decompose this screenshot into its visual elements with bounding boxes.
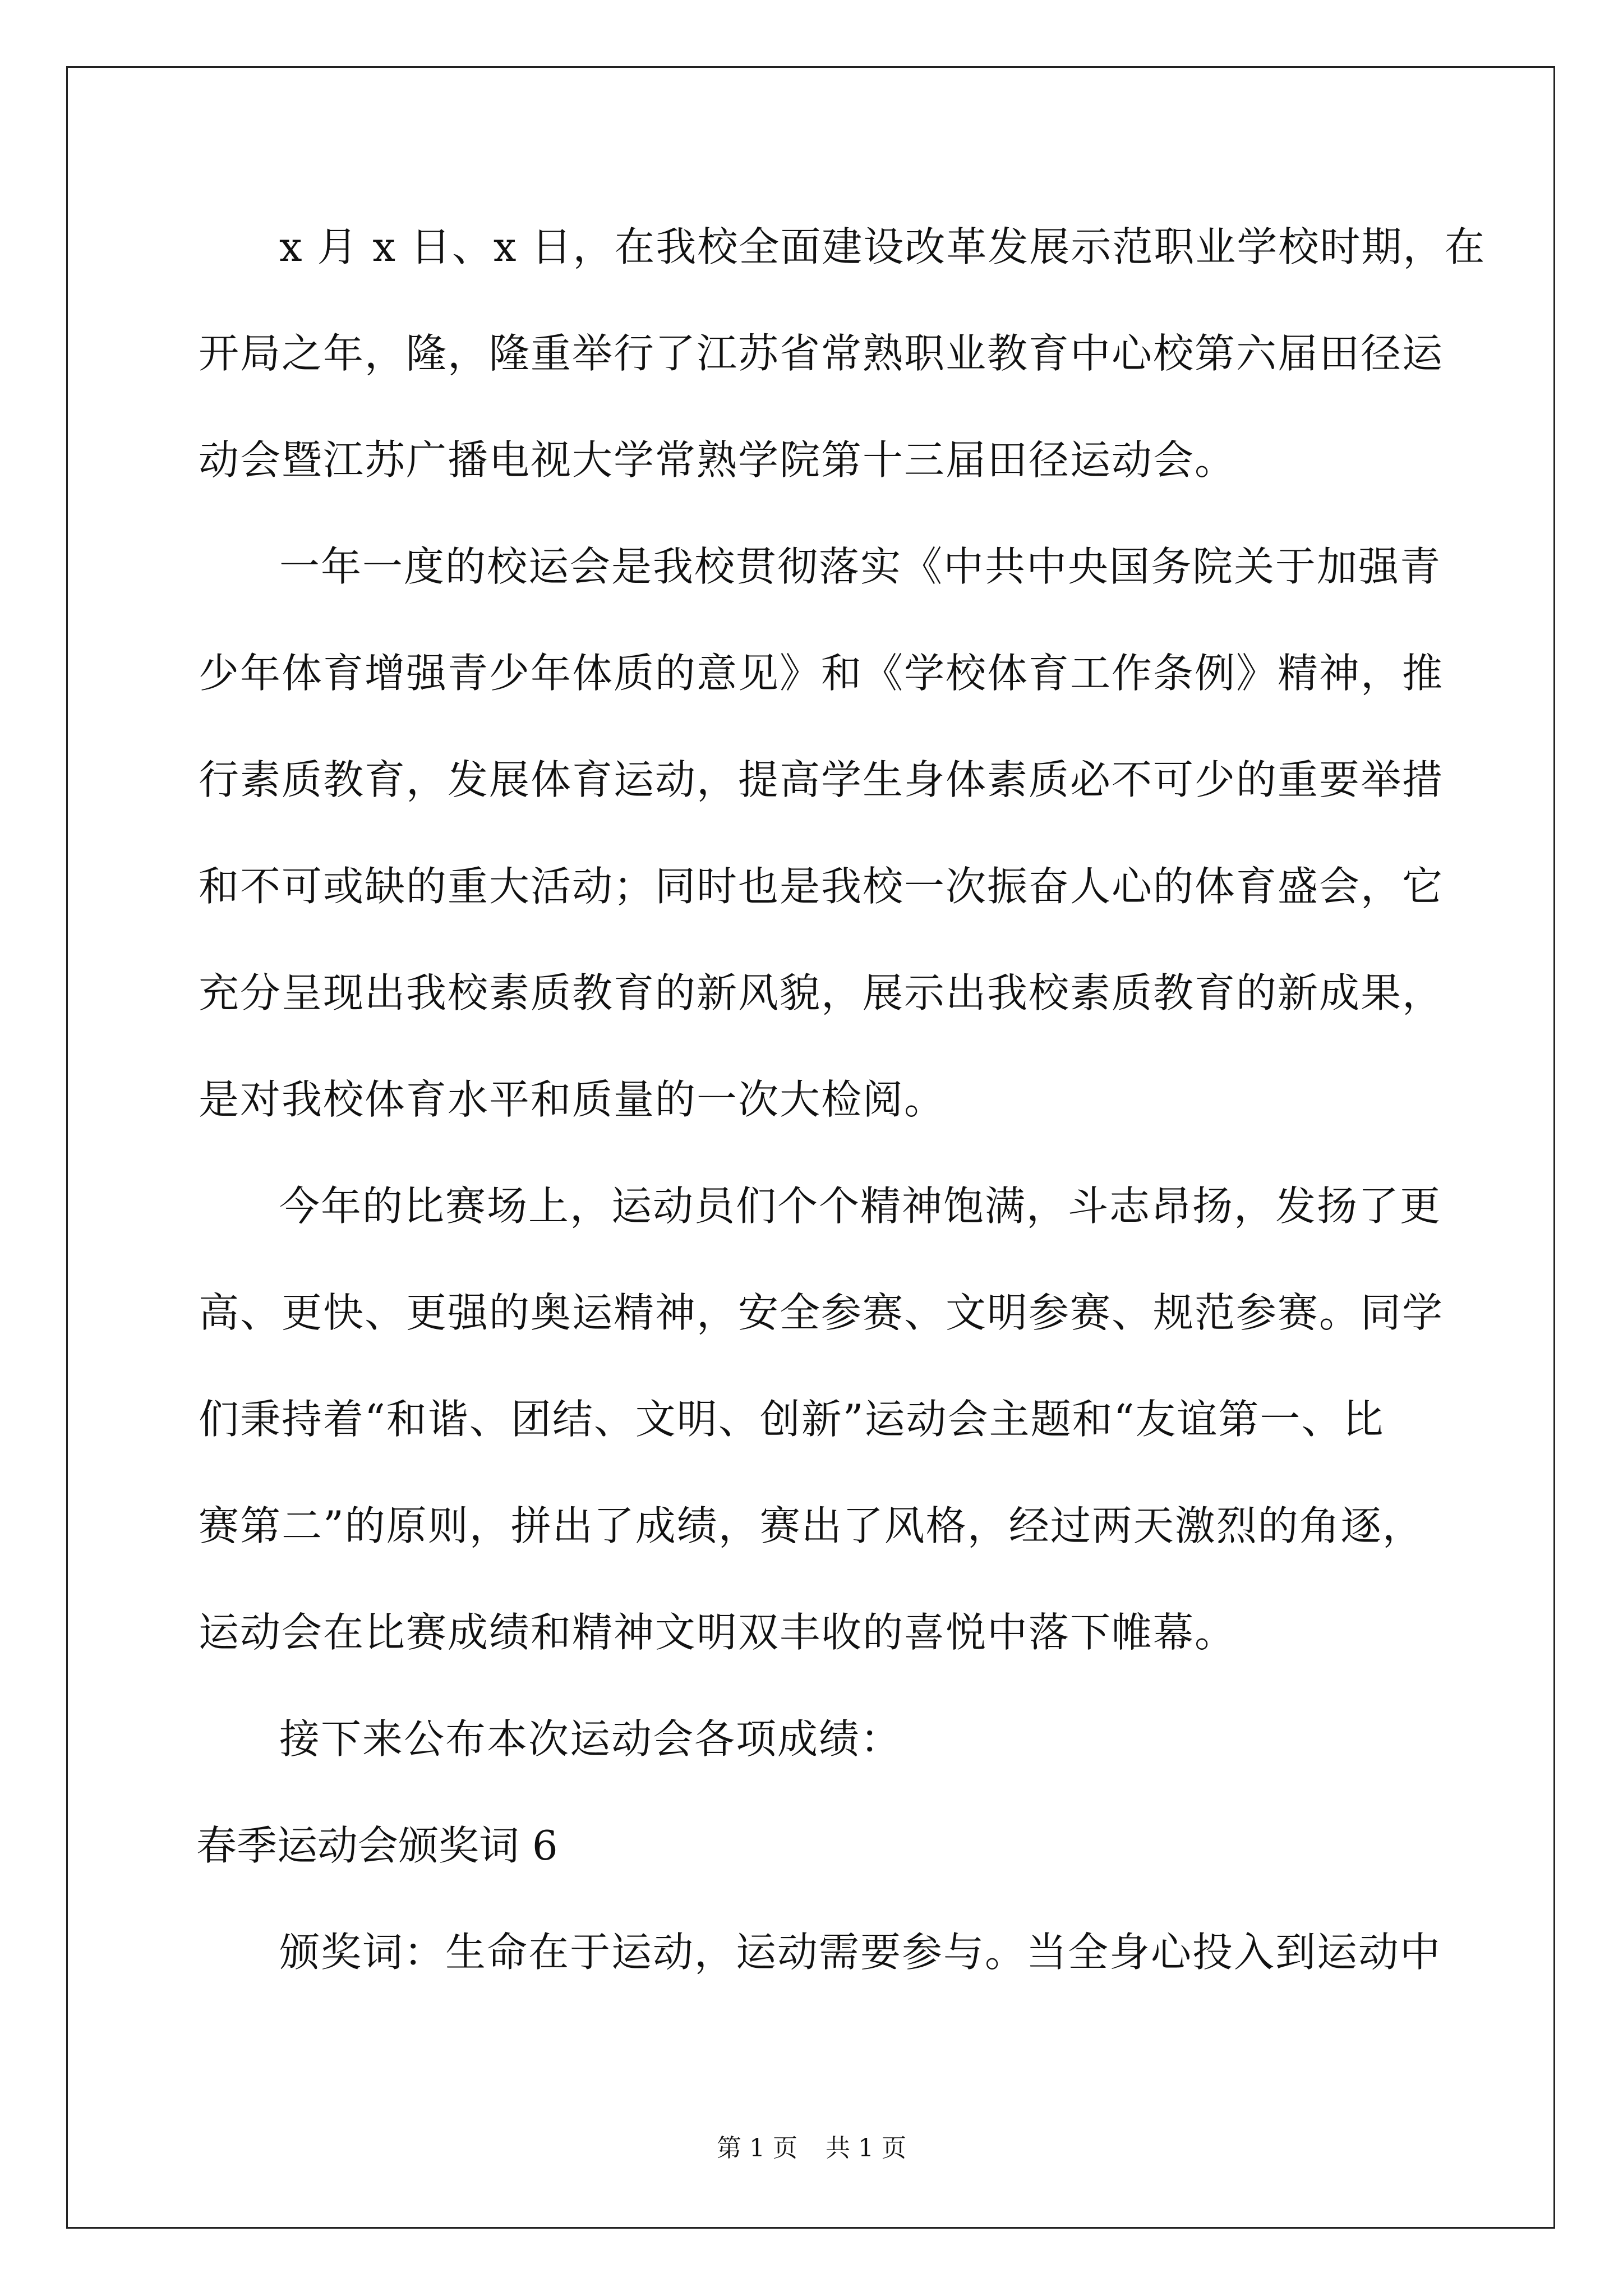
paragraph-2-line-2: 少年体育增强青少年体质的意见》和《学校体育工作条例》精神，推 <box>199 650 1444 697</box>
paragraph-2-line-4: 和不可或缺的重大活动；同时也是我校一次振奋人心的体育盛会，它 <box>199 863 1444 910</box>
paragraph-3-line-4: 赛第二”的原则，拼出了成绩，赛出了风格，经过两天激烈的角逐， <box>199 1502 1424 1549</box>
paragraph-3-line-2: 高、更快、更强的奥运精神，安全参赛、文明参赛、规范参赛。同学 <box>199 1289 1444 1336</box>
paragraph-2-line-6: 是对我校体育水平和质量的一次大检阅。 <box>199 1076 946 1123</box>
paragraph-3-line-5: 运动会在比赛成绩和精神文明双丰收的喜悦中落下帷幕。 <box>199 1609 1237 1656</box>
paragraph-4-line-1: 接下来公布本次运动会各项成绩： <box>279 1715 902 1763</box>
page-border <box>66 66 1555 2229</box>
paragraph-2-line-5: 充分呈现出我校素质教育的新风貌，展示出我校素质教育的新成果， <box>199 969 1444 1016</box>
page-total: 共 1 页 <box>826 2134 906 2162</box>
paragraph-1-line-3: 动会暨江苏广播电视大学常熟学院第十三届田径运动会。 <box>199 436 1237 484</box>
paragraph-1-line-1: x 月 x 日、x 日，在我校全面建设改革发展示范职业学校时期，在 <box>279 223 1486 270</box>
paragraph-3-line-3: 们秉持着“和谐、团结、文明、创新”运动会主题和“友谊第一、比 <box>199 1396 1385 1443</box>
page-footer <box>0 2132 1623 2165</box>
paragraph-5-line-1: 颁奖词：生命在于运动，运动需要参与。当全身心投入到运动中 <box>279 1929 1442 1976</box>
paragraph-3-line-1: 今年的比赛场上，运动员们个个精神饱满，斗志昂扬，发扬了更 <box>279 1182 1442 1230</box>
section-heading: 春季运动会颁奖词 6 <box>196 1822 558 1869</box>
paragraph-1-line-2: 开局之年，隆，隆重举行了江苏省常熟职业教育中心校第六届田径运 <box>199 330 1444 377</box>
paragraph-2-line-3: 行素质教育，发展体育运动，提高学生身体素质必不可少的重要举措 <box>199 756 1444 803</box>
page-number: 第 1 页 <box>717 2134 797 2162</box>
paragraph-2-line-1: 一年一度的校运会是我校贯彻落实《中共中央国务院关于加强青 <box>279 543 1442 590</box>
